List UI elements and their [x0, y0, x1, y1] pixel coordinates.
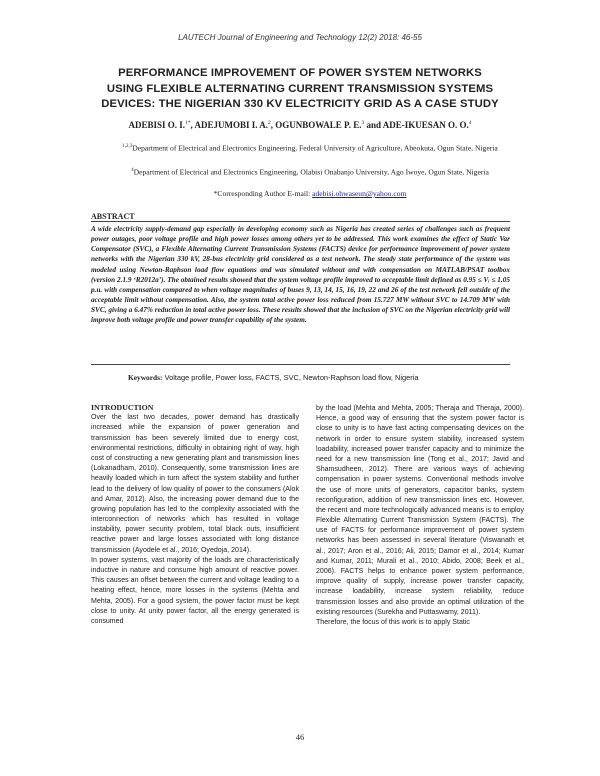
author-name: ADE-IKUESAN O. O. — [382, 120, 469, 130]
author-sup: 2 — [268, 120, 271, 126]
keywords-label: Keywords: — [128, 373, 163, 382]
title-line: USING FLEXIBLE ALTERNATING CURRENT TRANSMISSION SYSTEMS — [106, 82, 494, 95]
abstract-body: A wide electricity supply-demand gap especially in developing economy such as Nigeria has created series of challenges such as frequent power outages, poor voltage profile and high power losses among others yet to be addressed. This work examines the effect of Static Var Compensator (SVC), a Flexible Alternating Current Transmission Systems (FACTS) device for performance improvement of power system networks with the Nigerian 330 kV, 28-bus electricity grid considered as a test network. The steady state performance of the system was modeled using Newton-Raphson load flow equations and was simulated without and with compensation on MATLAB/PSAT toolbox (version 2.1.9 ‘R2012a’). The obtained results showed that the system voltage profile improved to acceptable limit defined as 0.95 ≤ Vᵢ ≤ 1.05 p.u. with compensation compared to when voltage magnitudes of buses 9, 13, 14, 15, 16, 19, 22 and 26 of the test network fell outside of the acceptable limit without compensation. Also, the system total active power loss reduced from 15.727 MW without SVC to 14.709 MW with SVC, giving a 6.47% reduction in total active power loss. These results showed that the inclusion of SVC on the Nigerian electricity grid will improve both voltage profile and power transfer capability of the system. — [91, 225, 510, 325]
corresponding-label: *Corresponding Author E-mail: — [213, 189, 311, 198]
author-sup: 3 — [361, 120, 365, 126]
abstract-heading: ABSTRACT — [91, 212, 135, 221]
body-paragraph: In power systems, vast majority of the loads are characteristically inductive in nature and consume high amount of reactive power. This causes an offset between the current and voltage leading to a heating effect, hence, more losses in the systems (Mehta and Mehta, 2005). For a good system, the power factor must be kept close to unity. At unity power factor, all the energy generated is consumed — [91, 556, 299, 625]
author-name: ADEBISI O. I. — [128, 120, 185, 130]
affiliation-text: Department of Electrical and Electronics Engineering, Olabisi Onabanjo University, Ago Iwoye, Ogun State, Nigeria — [133, 167, 489, 177]
abstract-bottom-rule — [91, 364, 510, 365]
abstract-top-rule — [91, 221, 510, 222]
affiliation-1 — [100, 142, 520, 154]
paper-title — [70, 66, 530, 113]
affiliation-sup: 1,2,3 — [122, 144, 133, 149]
body-paragraph: by the load (Mehta and Mehta, 2005; Theraja and Theraja, 2000). Hence, a good way of ensuring that the system power factor is close to unity is to have fast acting compensating devices on the network in order to ensure system stability, increased system loadability, increased power transfer capacity and to minimize the need for a new transmission line (Tong et al., 2017; Javid and Shamsudheen, 2012). There are various ways of achieving compensation in power systems. Conventional methods involve the use of more units of generators, capacitor banks, system reconfiguration, addition of new transmission lines etc. However, the recent and more technologically advanced means is to employ Flexible Alternating Current Transmission System (FACTS). The use of FACTS for performance improvement of power system networks has been assessed in several literature (Viswanath et al., 2017; Aron et al., 2016; Ali, 2015; Damor et al., 2014; Kumar and Kumar, 2011; Murali et al., 2010; Abido, 2008; Beek et al., 2006). FACTS helps to enhance power system performance, improve quality of supply, increase power transfer capacity, increase loadability, increase system reliability, reduce transmission losses and also provide an optimal utilization of the existing resources (Surekha and Puttaswamy, 2011). — [316, 405, 524, 616]
keywords-text: Voltage profile, Power loss, FACTS, SVC, Newton-Raphson load flow, Nigeria — [164, 373, 419, 382]
affiliation-2 — [100, 166, 520, 178]
body-paragraph: Over the last two decades, power demand has drastically increased while the expansion of power generation and transmission has been severely limited due to energy cost, environmental restrictions, difficulty in obtaining right of way, high cost of constructing a new generating plant and transmission lines (Lokanadham, 2010). Consequently, some transmission lines are heavily loaded which in turn affect the system stability and further lead to the delivery of low quality of power to the consumers (Alok and Amar, 2012). Also, the increasing power demand due to the growing population has led to the complexity associated with the interconnection of networks which has resulted in voltage instability, power security problem, total black outs, insufficient reactive power and large losses associated with long distance transmission (Ayodele et al., 2016; Oyedoja, 2014). — [91, 414, 299, 554]
affiliation-sup: 4 — [131, 168, 134, 173]
right-column — [316, 404, 524, 628]
body-paragraph: Therefore, the focus of this work is to apply Static — [316, 618, 470, 626]
author-name: OGUNBOWALE P. E. — [275, 120, 362, 130]
title-line: PERFORMANCE IMPROVEMENT OF POWER SYSTEM NETWORKS — [118, 67, 482, 79]
journal-header: LAUTECH Journal of Engineering and Technology 12(2) 2018: 46-55 — [178, 33, 422, 42]
title-line: DEVICES: THE NIGERIAN 330 KV ELECTRICITY GRID AS A CASE STUDY — [101, 98, 499, 110]
author-sup: 4 — [468, 120, 472, 126]
author-list: ADEBISI O. I.$^{1*}$, ADEJUMOBI I. A.$^2$, OGUNBOWALE P. E.$^3$ and ADE-IKUESAN O. O.$^4$ — [128, 120, 472, 130]
keywords — [128, 373, 458, 383]
left-column — [91, 403, 299, 627]
section-heading-introduction: INTRODUCTION — [91, 403, 154, 412]
author-connector: and — [366, 120, 381, 130]
author-sup: 1* — [185, 120, 191, 126]
corresponding-email-link[interactable]: adebisi.ohwaseun@yahoo.com — [312, 189, 407, 198]
corresponding-author — [100, 189, 520, 199]
page-number: 46 — [295, 732, 305, 742]
author-name: ADEJUMOBI I. A. — [194, 120, 269, 130]
affiliation-text: Department of Electrical and Electronics Engineering, Federal University of Agriculture, Abeokuta, Ogun State, Nigeria — [132, 143, 498, 153]
